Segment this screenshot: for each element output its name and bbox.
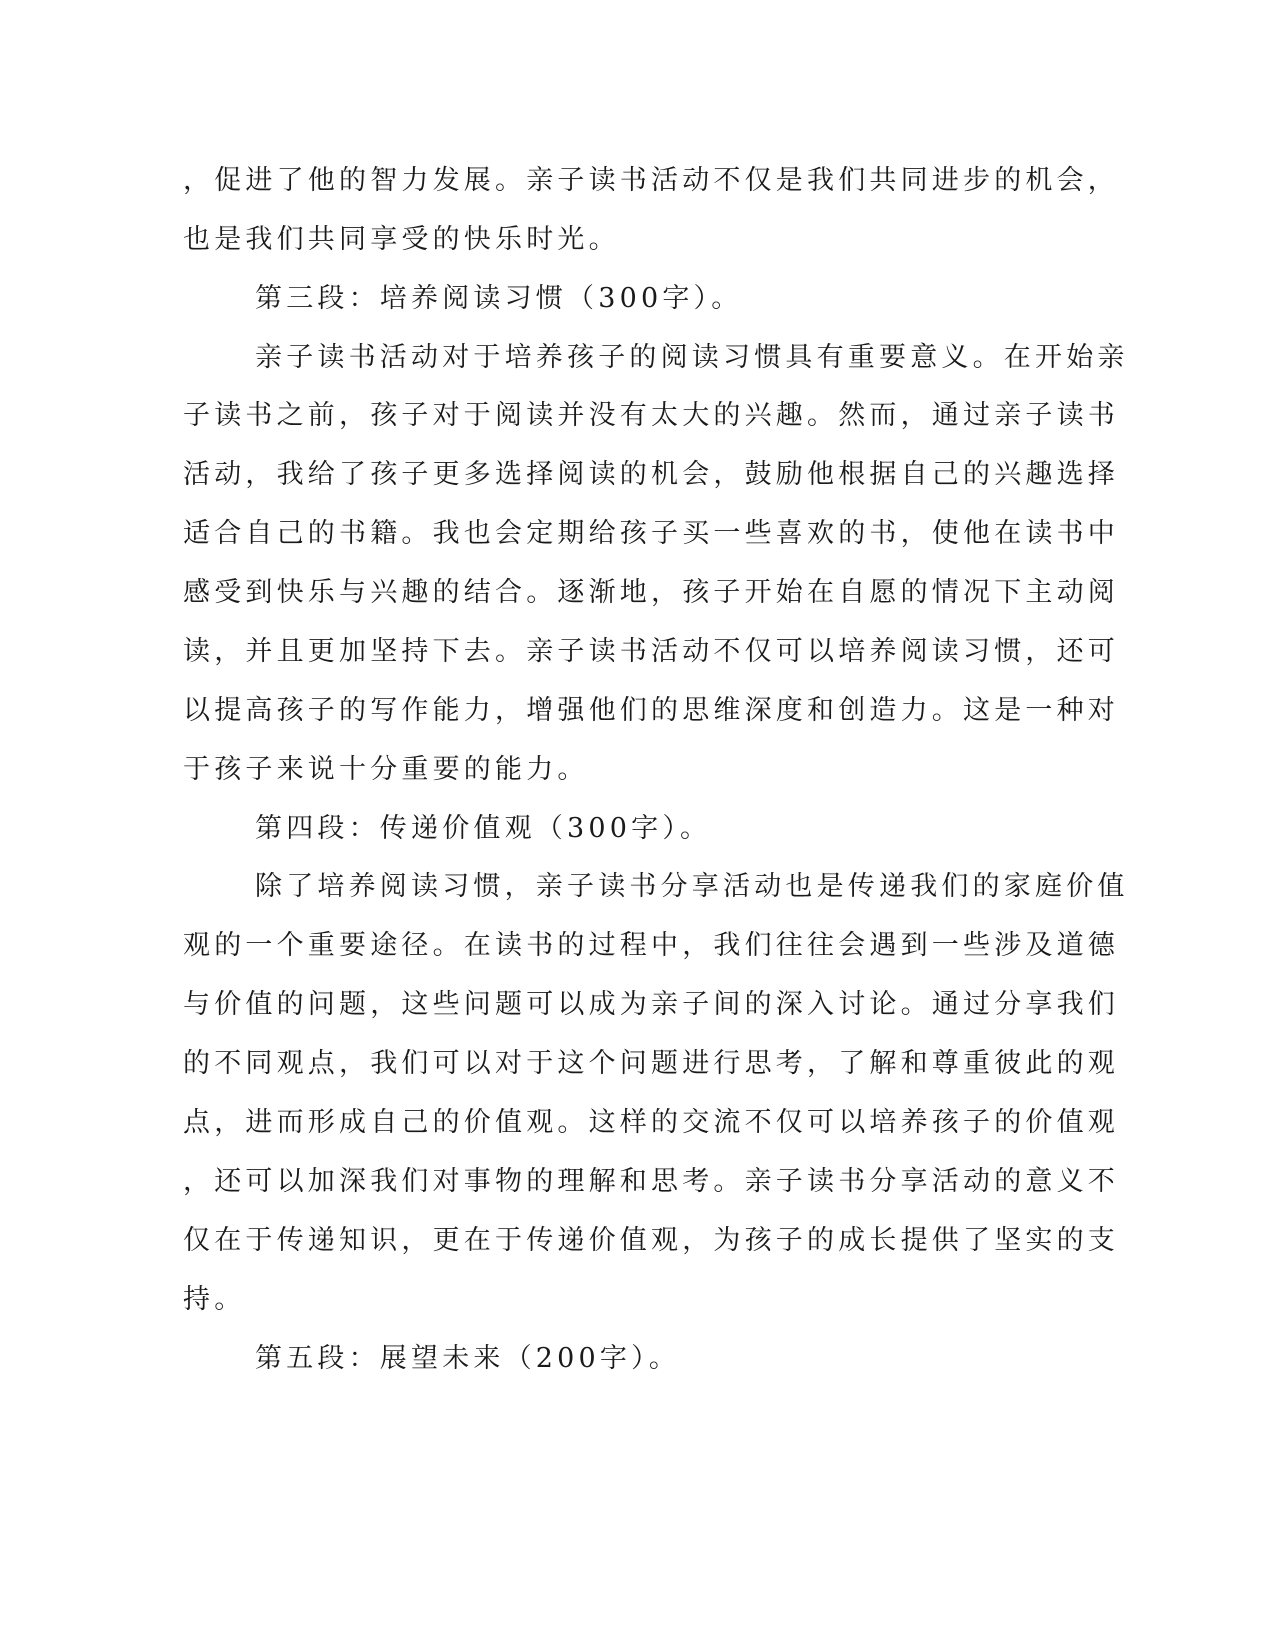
text-line: 于孩子来说十分重要的能力。 <box>183 754 589 785</box>
section-heading-4: 第四段：传递价值观（300字）。 <box>255 813 712 844</box>
text-line: 感受到快乐与兴趣的结合。逐渐地，孩子开始在自愿的情况下主动阅 <box>183 577 1119 608</box>
text-line: 以提高孩子的写作能力，增强他们的思维深度和创造力。这是一种对 <box>183 695 1119 726</box>
text-line: 点，进而形成自己的价值观。这样的交流不仅可以培养孩子的价值观 <box>183 1107 1119 1138</box>
text-line: 持。 <box>183 1284 246 1315</box>
text-line: 观的一个重要途径。在读书的过程中，我们往往会遇到一些涉及道德 <box>183 930 1119 961</box>
section-heading-5: 第五段：展望未来（200字）。 <box>255 1343 681 1374</box>
section-heading-3: 第三段：培养阅读习惯（300字）。 <box>255 283 743 314</box>
text-line: 亲子读书活动对于培养孩子的阅读习惯具有重要意义。在开始亲 <box>255 342 1129 373</box>
text-line: 读，并且更加坚持下去。亲子读书活动不仅可以培养阅读习惯，还可 <box>183 636 1119 667</box>
text-line: 子读书之前，孩子对于阅读并没有太大的兴趣。然而，通过亲子读书 <box>183 400 1119 431</box>
text-line: 除了培养阅读习惯，亲子读书分享活动也是传递我们的家庭价值 <box>255 871 1129 902</box>
text-line: 也是我们共同享受的快乐时光。 <box>183 224 620 255</box>
text-line: 与价值的问题，这些问题可以成为亲子间的深入讨论。通过分享我们 <box>183 989 1119 1020</box>
text-line: 的不同观点，我们可以对于这个问题进行思考，了解和尊重彼此的观 <box>183 1048 1119 1079</box>
text-line: ，还可以加深我们对事物的理解和思考。亲子读书分享活动的意义不 <box>183 1166 1119 1197</box>
text-line: 适合自己的书籍。我也会定期给孩子买一些喜欢的书，使他在读书中 <box>183 518 1119 549</box>
text-line: 仅在于传递知识，更在于传递价值观，为孩子的成长提供了坚实的支 <box>183 1225 1119 1256</box>
text-line: 活动，我给了孩子更多选择阅读的机会，鼓励他根据自己的兴趣选择 <box>183 459 1119 490</box>
text-line: ，促进了他的智力发展。亲子读书活动不仅是我们共同进步的机会， <box>183 165 1119 196</box>
